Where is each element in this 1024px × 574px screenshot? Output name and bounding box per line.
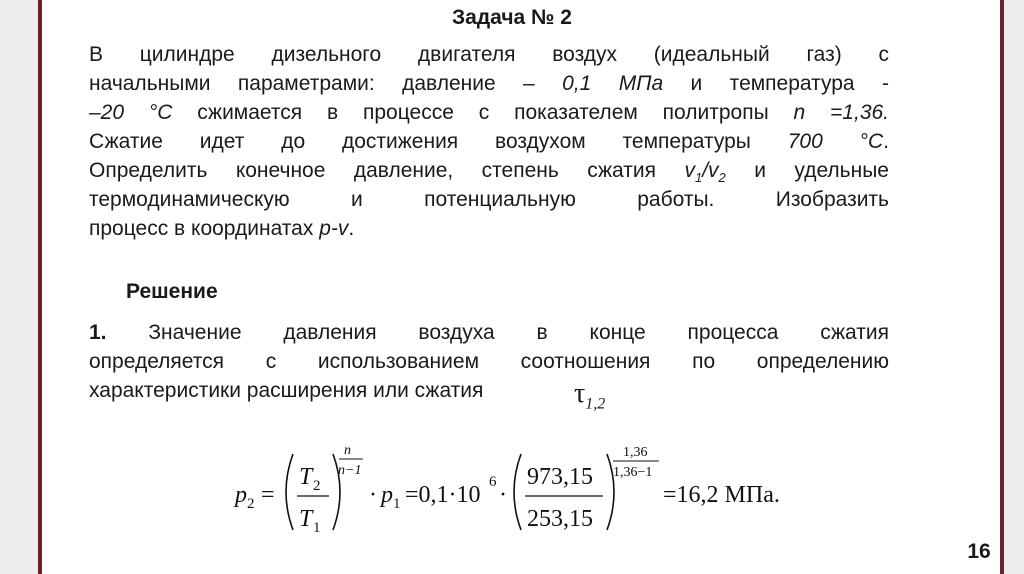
exp2-denominator: 1,36−1 xyxy=(613,465,653,480)
formula-dot: · xyxy=(369,482,377,508)
slide-title: Задача № 2 xyxy=(452,6,572,29)
left-accent-stripe xyxy=(38,0,42,574)
formula-mid-exp: 6 xyxy=(489,474,497,490)
formula-numerator: 973,15 xyxy=(527,464,593,490)
formula-dot2: · xyxy=(499,482,507,508)
formula-equals: = xyxy=(261,482,275,508)
problem-text xyxy=(89,40,889,243)
step-line: характеристики расширения или сжатия xyxy=(89,379,484,402)
solution-step-text xyxy=(89,318,889,405)
problem-line: –20 °С сжимается в процессе с показателем политропы n =1,36. xyxy=(89,101,890,124)
left-paren xyxy=(286,454,293,530)
formula-p2: p xyxy=(235,482,247,508)
exp-denominator: n−1 xyxy=(338,463,362,478)
exp2-numerator: 1,36 xyxy=(623,445,648,460)
formula-mid: =0,1·10 xyxy=(405,482,481,508)
left-side-panel xyxy=(0,0,38,574)
right-side-panel xyxy=(1004,0,1024,574)
formula-p1-sub: 1 xyxy=(393,496,401,512)
tau-symbol: $\tau_{1,2}$ xyxy=(574,378,606,413)
formula-T1: T xyxy=(299,506,313,532)
problem-line: Определить конечное давление, степень сжатия $v_1/v_2$ и удельные xyxy=(89,159,889,186)
formula-result: =16,2 МПа. xyxy=(663,482,780,508)
formula-T1-sub: 1 xyxy=(313,520,321,536)
page-number: 16 xyxy=(967,540,991,563)
formula-denominator: 253,15 xyxy=(527,506,593,532)
left-paren-2 xyxy=(514,454,521,530)
formula-p1: p xyxy=(381,482,393,508)
step-line: 1. Значение давления воздуха в конце процесса сжатия xyxy=(89,321,889,344)
step-line: определяется с использованием соотношения по определению xyxy=(89,350,889,373)
problem-line: начальными параметрами: давление – 0,1 МПа и температура - xyxy=(89,72,890,95)
formula-T2: T xyxy=(299,464,313,490)
pressure-formula xyxy=(231,440,801,536)
solution-heading: Решение xyxy=(126,280,218,303)
formula-T2-sub: 2 xyxy=(313,478,321,494)
problem-line: термодинамическую и потенциальную работы. Изобразить xyxy=(89,188,889,211)
exp-numerator: n xyxy=(344,443,351,458)
problem-line: процесс в координатах p-v. xyxy=(89,217,355,240)
formula-p2-sub: 2 xyxy=(247,496,255,512)
problem-line: В цилиндре дизельного двигателя воздух (идеальный газ) с xyxy=(89,43,889,66)
problem-line: Сжатие идет до достижения воздухом температуры 700 °С. xyxy=(89,130,890,153)
